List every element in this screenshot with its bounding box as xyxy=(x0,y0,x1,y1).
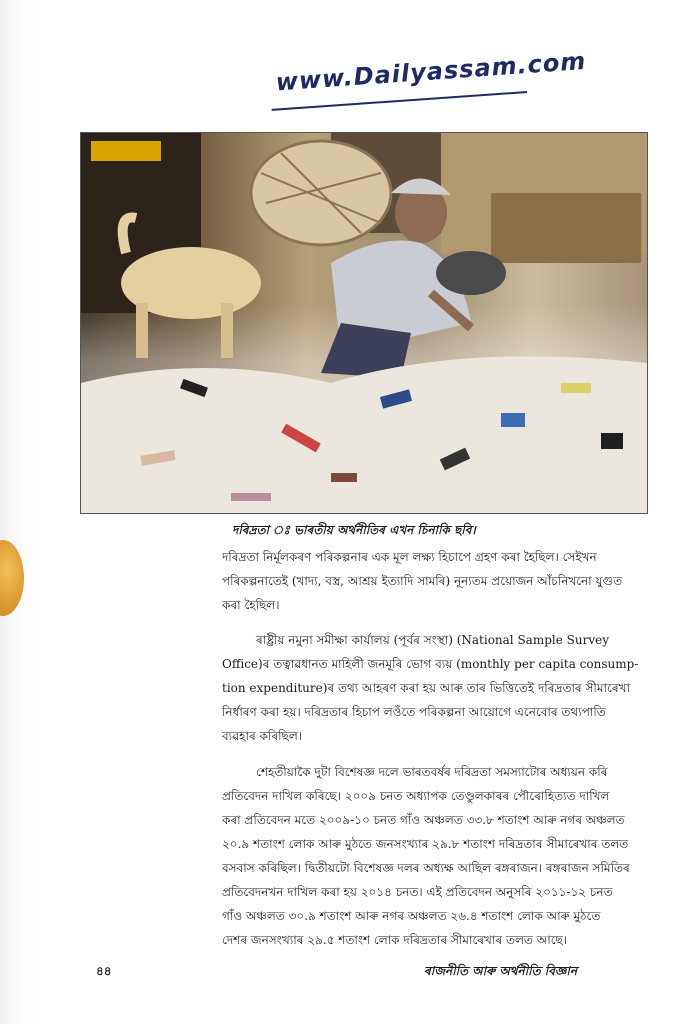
paragraph-1 xyxy=(222,545,646,617)
paragraph-2 xyxy=(222,628,646,748)
dark-animal xyxy=(436,251,506,295)
text-line: Office)ৰ তত্বাৱধানত মাহিলী জনমূৰি ভোগ ব্যয় (monthly per capita consump- xyxy=(222,657,639,671)
text-line: দৰিদ্ৰতা নিৰ্মূলকৰণ পৰিকল্পনাৰ এক মূল লক্ষ্য হিচাপে গ্ৰহণ কৰা হৈছিল। সেইখন xyxy=(222,550,597,564)
text-line: নিৰ্ধাৰণ কৰা হয়। দৰিদ্ৰতাৰ হিচাপ লওঁতে পৰিকল্পনা আয়োগে এনেবোৰ তথ্যপাতি xyxy=(222,705,606,719)
dog-leg xyxy=(136,303,148,358)
shop-counter xyxy=(491,193,641,263)
text-line: ব্যৱহাৰ কৰিছিল। xyxy=(222,729,303,743)
page-number: ৪৪ xyxy=(96,964,112,978)
thumb-fingertip xyxy=(0,540,24,616)
text-line: প্ৰতিবেদন দাখিল কৰিছে। ২০০৯ চনত অধ্যাপক তেণ্ডুলকাৰৰ পৌৰোহিত্যত দাখিল xyxy=(222,789,610,803)
text-line: কৰা হৈছিল। xyxy=(222,598,280,612)
paragraph-3 xyxy=(222,760,646,952)
text-line: কৰা প্ৰতিবেদন মতে ২০০৯-১০ চনত গাঁও অঞ্চলত ৩৩.৮ শতাংশ আৰু নগৰ অঞ্চলত xyxy=(222,813,625,827)
text-line: দেশৰ জনসংখ্যাৰ ২৯.৫ শতাংশ লোক দৰিদ্ৰতাৰ সীমাৰেখাৰ তলত আছে। xyxy=(222,933,568,947)
running-footer-title: ৰাজনীতি আৰু অৰ্থনীতি বিজ্ঞান xyxy=(424,964,578,978)
text-line: গাঁও অঞ্চলত ৩০.৯ শতাংশ আৰু নগৰ অঞ্চলত ২৬.৪ শতাংশ লোক আৰু মুঠতে xyxy=(222,909,601,923)
garbage-pile xyxy=(81,356,647,513)
text-line: tion expenditure)ৰ তথ্য আহৰণ কৰা হয় আৰু তাৰ ভিত্তিতেই দৰিদ্ৰতাৰ সীমাৰেখা xyxy=(222,681,630,695)
photo-illustration xyxy=(81,133,647,513)
dog-leg xyxy=(221,303,233,358)
text-line: ৰাষ্ট্ৰীয় নমুনা সমীক্ষা কাৰ্যালয় (পূৰ্বৰ সংস্থা) (National Sample Survey xyxy=(256,633,609,647)
photo-caption: দৰিদ্ৰতা ঃ ভাৰতীয় অৰ্থনীতিৰ এখন চিনাকি ছবি। xyxy=(232,523,476,537)
stall-sign xyxy=(91,141,161,161)
text-line: ২০.৯ শতাংশ লোক আৰু মুঠতে জনসংখ্যাৰ ২৯.৮ শতাংশ দৰিদ্ৰতাৰ সীমাৰেখাৰ তলত xyxy=(222,837,629,851)
text-line: বসবাস কৰিছিল। দ্বিতীয়টো বিশেষজ্ঞ দলৰ অধ্যক্ষ আছিল ৰঙ্গৰাজন। ৰঙ্গৰাজন সমিতিৰ xyxy=(222,861,630,875)
handwritten-watermark: www.Dailyassam.com xyxy=(269,51,527,111)
text-line: শেহতীয়াকৈ দুটা বিশেষজ্ঞ দলে ভাৰতবৰ্ষৰ দৰিদ্ৰতা সমস্যাটোৰ অধ্যয়ন কৰি xyxy=(256,765,608,779)
ragpicker-photo xyxy=(80,132,648,514)
text-line: প্ৰতিবেদনখন দাখিল কৰা হয় ২০১৪ চনত। এই প্ৰতিবেদন অনুসৰি ২০১১-১২ চনত xyxy=(222,885,613,899)
text-line: পৰিকল্পনাতেই (খাদ্য, বস্ত্ৰ, আশ্ৰয় ইত্যাদি সামৰি) নূন্যতম প্ৰয়োজন আঁচনিখনো যুগুত xyxy=(222,574,623,588)
